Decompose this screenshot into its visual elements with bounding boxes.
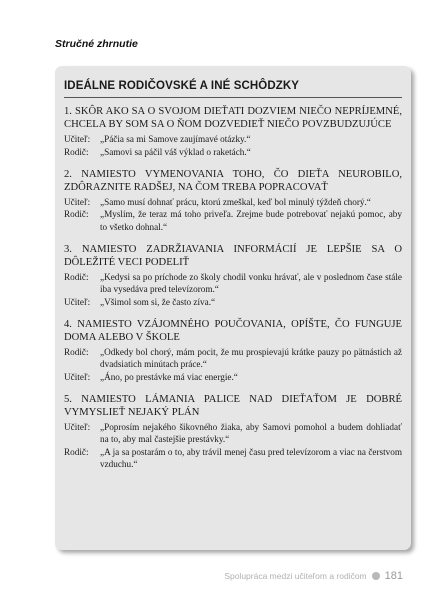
dialogue-text: „Myslím, že teraz má toho priveľa. Zrejme bude potrebovať nejakú pomoc, aby to všetko dohnal.“ (100, 209, 402, 232)
section-title: 4. NAMIESTO VZÁJOMNÉHO POUČOVANIA, OPÍŠTE, ČO FUNGUJE DOMA ALEBO V ŠKOLE (64, 318, 402, 344)
dialogue-text: „Samo musí dohnať prácu, ktorú zmeškal, keď bol minulý týždeň chorý.“ (100, 197, 371, 208)
section-title: 2. NAMIESTO VYMENOVANIA TOHO, ČO DIEŤA NEUROBILO, ZDÔRAZNITE RADŠEJ, NA ČOM TREBA POPRACOVAŤ (64, 168, 402, 194)
dialogue-row (64, 421, 402, 445)
dialogue-text: „Poprosím nejakého šikovného žiaka, aby Samovi pomohol a budem dohliadať na to, aby mal častejšie prestávky.“ (100, 422, 402, 445)
section-4 (64, 318, 402, 383)
dialogue-text: „Kedysi sa po príchode zo školy chodil vonku hrávať, ale v poslednom čase stále iba vysedáva pred televízorom.“ (100, 272, 402, 295)
summary-box (55, 66, 411, 550)
dialogue-text: „Páčia sa mi Samove zaujímavé otázky.“ (100, 134, 251, 145)
speaker-role: Rodič: (64, 146, 89, 157)
speaker-role: Učiteľ: (64, 197, 91, 208)
dialogue-text: „Odkedy bol chorý, mám pocit, že mu prospievajú krátke pauzy po pätnástich až dvadsiatich minútach práce.“ (100, 347, 402, 370)
dialogue-row (64, 208, 402, 232)
page-footer (224, 570, 403, 582)
dialogue-row (64, 346, 402, 370)
dialogue-row (64, 371, 402, 383)
section-2 (64, 168, 402, 233)
speaker-role: Rodič: (64, 272, 89, 283)
speaker-role: Rodič: (64, 209, 89, 220)
section-5 (64, 393, 402, 470)
dialogue-text: „Všimol som si, že často zíva.“ (100, 296, 216, 307)
dialogue-row (64, 296, 402, 308)
section-3 (64, 243, 402, 308)
box-title: IDEÁLNE RODIČOVSKÉ A INÉ SCHÔDZKY (64, 80, 402, 98)
speaker-role: Učiteľ: (64, 134, 91, 145)
dialogue-row (64, 196, 402, 208)
footer-text: Spolupráca medzi učiteľom a rodičom (224, 571, 367, 581)
page-number: 181 (384, 570, 403, 582)
dialogue-text: „Áno, po prestávke má viac energie.“ (100, 371, 238, 382)
section-title: 5. NAMIESTO LÁMANIA PALICE NAD DIEŤAŤOM JE DOBRÉ VYMYSLIEŤ NEJAKÝ PLÁN (64, 393, 402, 419)
dialogue-row (64, 146, 402, 158)
dialogue-row (64, 271, 402, 295)
speaker-role: Učiteľ: (64, 422, 91, 433)
dialogue-text: „A ja sa postarám o to, aby trávil menej času pred televízorom a viac na čerstvom vzduchu.“ (100, 446, 402, 469)
speaker-role: Rodič: (64, 347, 89, 358)
dialogue-text: „Samovi sa páčil váš výklad o raketách.“ (100, 146, 251, 157)
dialogue-row (64, 446, 402, 470)
bullet-dot-icon (372, 572, 380, 580)
running-header: Stručné zhrnutie (55, 38, 138, 50)
section-title: 3. NAMIESTO ZADRŽIAVANIA INFORMÁCIÍ JE LEPŠIE SA O DÔLEŽITÉ VECI PODELIŤ (64, 243, 402, 269)
speaker-role: Učiteľ: (64, 371, 91, 382)
speaker-role: Rodič: (64, 446, 89, 457)
section-1 (64, 105, 402, 158)
section-title: 1. SKÔR AKO SA O SVOJOM DIEŤATI DOZVIEM NIEČO NEPRÍJEMNÉ, CHCELA BY SOM SA O ŇOM DOZVEDIEŤ NIEČO POVZBUDZUJÚCE (64, 106, 402, 131)
dialogue-row (64, 133, 402, 145)
speaker-role: Učiteľ: (64, 296, 91, 307)
